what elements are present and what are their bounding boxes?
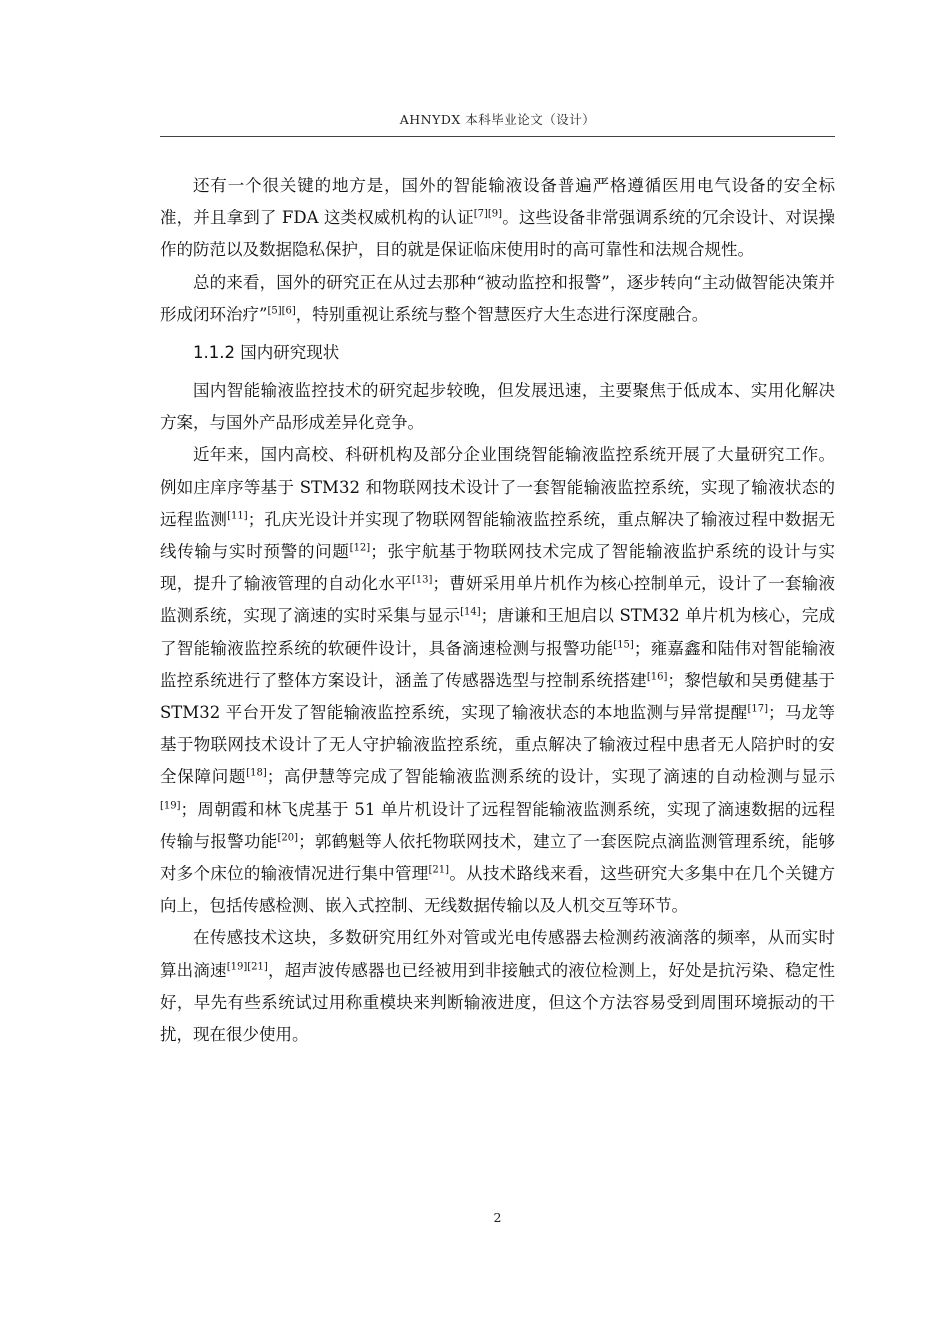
paragraph-domestic-intro: 国内智能输液监控技术的研究起步较晚，但发展迅速，主要聚焦于低成本、实用化解决方案，与国外产品形成差异化竞争。 [160, 381, 835, 433]
citation: [14] [460, 606, 481, 618]
citation: [19] [160, 800, 181, 812]
paragraph-standards: 还有一个很关键的地方是，国外的智能输液设备普遍严格遵循医用电气设备的安全标准，并且拿到了 FDA 这类权威机构的认证[7][9]。这些设备非常强调系统的冗余设计、对误操作的防范以及数据隐私保护，目的就是保证临床使用时的高可靠性和法规合规性。 [160, 176, 835, 260]
header-divider [160, 136, 835, 137]
page-number: 2 [493, 1210, 502, 1225]
citation: [17] [747, 703, 769, 715]
citation: [16] [646, 671, 668, 683]
document-body [160, 170, 835, 1051]
citation: [13] [411, 574, 433, 586]
citation: [19][21] [226, 961, 268, 973]
citation: [7][9] [473, 208, 503, 220]
citation: [5][6] [267, 305, 296, 317]
citation: [20] [277, 832, 299, 844]
running-header: AHNYDX 本科毕业论文（设计） [399, 112, 596, 127]
citation: [21] [428, 864, 450, 876]
paragraph-summary: 总的来看，国外的研究正在从过去那种“被动监控和报警”，逐步转向“主动做智能决策并形成闭环治疗”[5][6]，特别重视让系统与整个智慧医疗大生态进行深度融合。 [160, 272, 835, 324]
citation: [18] [246, 767, 267, 779]
section-heading: 1.1.2 国内研究现状 [193, 343, 340, 363]
paragraph-domestic-research: 近年来，国内高校、科研机构及部分企业围绕智能输液监控系统开展了大量研究工作。例如庄庠序等基于 STM32 和物联网技术设计了一套智能输液监控系统，实现了输液状态的远程监测[11]；孔庆光设计并实现了物联网智能输液监控系统，重点解决了输液过程中数据无线传输与实时预警的问题[12]；张宇航基于物联网技术完成了智能输液监护系统的设计与实现，提升了输液管理的自动化水平[13]；曹妍采用单片机作为核心控制单元，设计了一套输液监测系统，实现了滴速的实时采集与显示[14]；唐谦和王旭启以 STM32 单片机为核心，完成了智能输液监控系统的软硬件设计，具备滴速检测与报警功能[15]；雍嘉鑫和陆伟对智能输液监控系统进行了整体方案设计，涵盖了传感器选型与控制系统搭建[16]；黎恺敏和吴勇健基于 STM32 平台开发了智能输液监控系统，实现了输液状态的本地监测与异常提醒[17]；马龙等基于物联网技术设计了无人守护输液监控系统，重点解决了输液过程中患者无人陪护时的安全保障问题[18]；高伊慧等完成了智能输液监测系统的设计，实现了滴速的自动检测与显示[19]；周朝霞和林飞虎基于 51 单片机设计了远程智能输液监测系统，实现了滴速数据的远程传输与报警功能[20]；郭鹤魁等人依托物联网技术，建立了一套医院点滴监测管理系统，能够对多个床位的输液情况进行集中管理[21]。从技术路线来看，这些研究大多集中在几个关键方向上，包括传感检测、嵌入式控制、无线数据传输以及人机交互等环节。 [160, 445, 836, 916]
citation: [11] [227, 510, 248, 522]
citation: [15] [613, 639, 634, 651]
paragraph-sensing: 在传感技术这块，多数研究用红外对管或光电传感器去检测药液滴落的频率，从而实时算出滴速[19][21]，超声波传感器也已经被用到非接触式的液位检测上，好处是抗污染、稳定性好，早先有些系统试过用称重模块来判断输液进度，但这个方法容易受到周围环境振动的干扰，现在很少使用。 [160, 928, 836, 1045]
citation: [12] [349, 542, 371, 554]
